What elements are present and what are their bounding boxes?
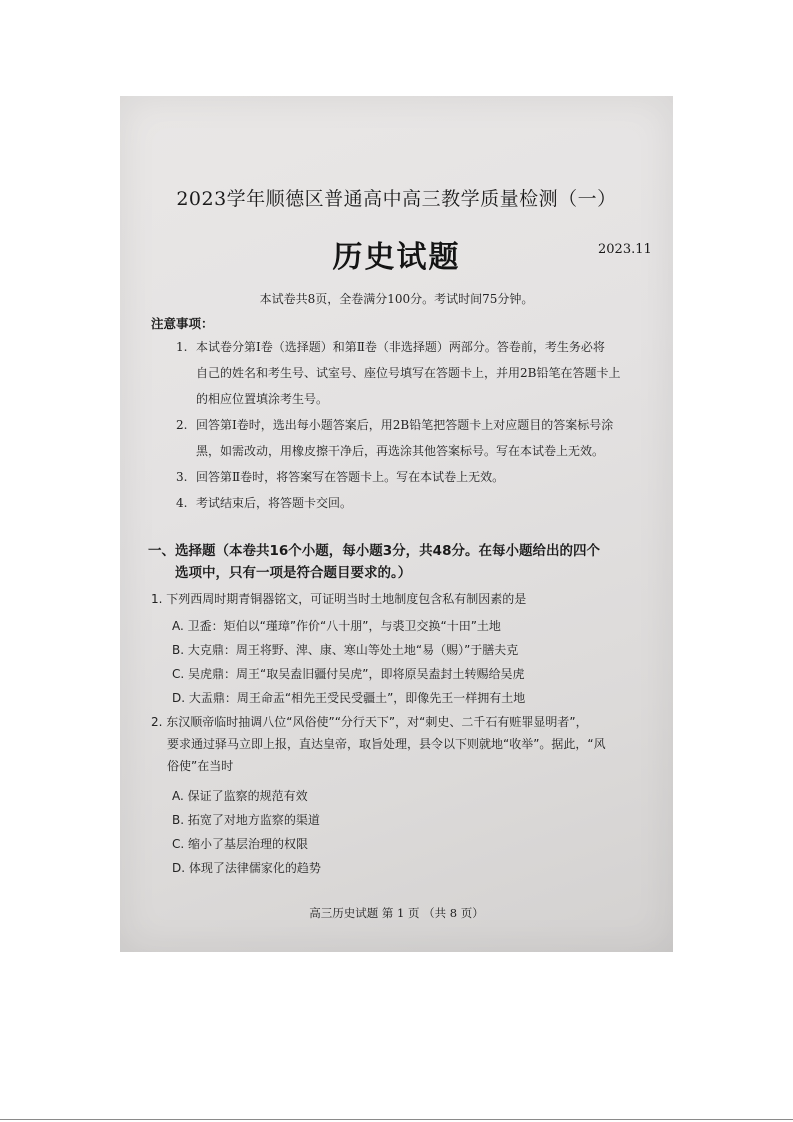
note-line: 的相应位置填涂考生号。 [196, 392, 329, 406]
note-line [176, 464, 646, 490]
note-line [176, 412, 646, 438]
note-line: 黑，如需改动，用橡皮擦干净后，再选涂其他答案标号。写在本试卷上无效。 [196, 444, 605, 458]
question-1-option-d: D. 大盂鼎：周王命盂“相先王受民受疆土”，即像先王一样拥有土地 [172, 691, 526, 705]
exam-date: 2023.11 [598, 242, 652, 257]
note-number: 2. [176, 418, 188, 432]
question-2-option-b: B. 拓宽了对地方监察的渠道 [172, 813, 320, 827]
question-stem: 要求通过驿马立即上报，直达皇帝，取旨处理，县令以下则就地“收举”。据此，“风 [167, 737, 606, 751]
note-text: 本试卷分第Ⅰ卷（选择题）和第Ⅱ卷（非选择题）两部分。答卷前，考生务必将 [196, 340, 605, 354]
exam-paper-photo [120, 96, 673, 952]
question-1-option-b: B. 大克鼎：周王将野、渒、康、寒山等处土地“易（赐）”于膳夫克 [172, 643, 519, 657]
note-line [176, 334, 646, 360]
question-1 [151, 588, 646, 610]
notes-heading: 注意事项： [151, 316, 214, 331]
note-item-1 [176, 334, 646, 412]
page-footer: 高三历史试题 第 1 页 （共 8 页） [309, 906, 484, 920]
question-2 [151, 711, 646, 777]
question-2-option-c: C. 缩小了基层治理的权限 [172, 837, 309, 851]
question-2-option-a: A. 保证了监察的规范有效 [172, 789, 308, 803]
subject-title: 历史试题 [332, 240, 461, 275]
question-stem: 1. 下列西周时期青铜器铭文，可证明当时土地制度包含私有制因素的是 [151, 592, 527, 606]
note-item-3 [176, 464, 646, 490]
exam-title: 2023学年顺德区普通高中高三教学质量检测（一） [176, 188, 617, 210]
note-text: 回答第Ⅰ卷时，选出每小题答案后，用2B铅笔把答题卡上对应题目的答案标号涂 [196, 418, 614, 432]
section-heading-line: 选项中，只有一项是符合题目要求的。） [175, 565, 412, 581]
question-stem: 俗使”在当时 [167, 759, 234, 773]
note-text: 回答第Ⅱ卷时，将答案写在答题卡上。写在本试卷上无效。 [196, 470, 505, 484]
question-1-option-a: A. 卫盉：矩伯以“瑾璋”作价“八十朋”，与裘卫交换“十田”土地 [172, 619, 501, 633]
note-text: 考试结束后，将答题卡交回。 [196, 496, 353, 510]
note-item-2 [176, 412, 646, 464]
question-stem: 2. 东汉顺帝临时抽调八位“风俗使”“分行天下”，对“刺史、二千石有赃罪显明者”， [151, 715, 588, 729]
exam-info: 本试卷共8页，全卷满分100分。考试时间75分钟。 [259, 292, 534, 306]
note-number: 4. [176, 496, 188, 510]
note-number: 3. [176, 470, 188, 484]
section-heading [148, 540, 648, 584]
note-line: 自己的姓名和考生号、试室号、座位号填写在答题卡上，并用2B铅笔在答题卡上 [196, 366, 621, 380]
bottom-divider [0, 1119, 793, 1120]
note-number: 1. [176, 340, 188, 354]
note-item-4 [176, 490, 646, 516]
question-1-option-c: C. 吴虎鼎：周王“取吴盍旧疆付吴虎”，即将原吴盍封土转赐给吴虎 [172, 667, 525, 681]
section-heading-line: 一、选择题（本卷共16个小题，每小题3分，共48分。在每小题给出的四个 [148, 543, 600, 559]
note-line [176, 490, 646, 516]
question-2-option-d: D. 体现了法律儒家化的趋势 [172, 861, 321, 875]
